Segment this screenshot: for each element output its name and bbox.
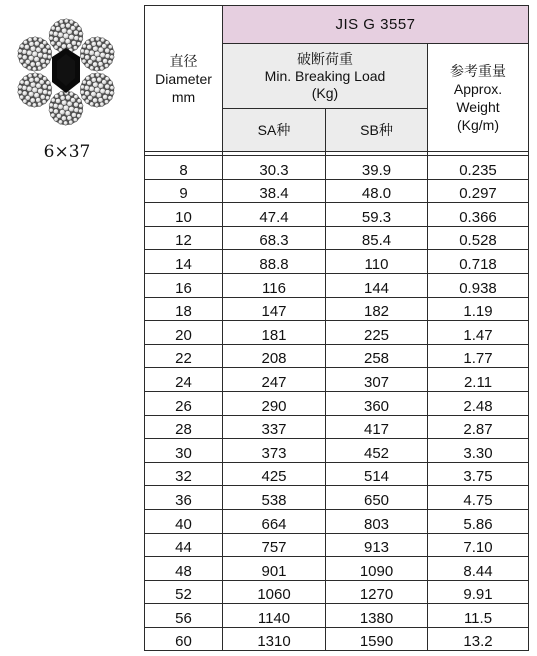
approx-weight-cell: 2.11 (428, 368, 529, 392)
approx-weight-cell: 3.75 (428, 462, 529, 486)
diameter-cell: 44 (145, 533, 223, 557)
diameter-cell: 32 (145, 462, 223, 486)
sb-breaking-load-cell: 39.9 (326, 156, 428, 180)
weight-header-en1: Approx. (453, 80, 503, 97)
rope-strand-icon (80, 37, 114, 71)
approx-weight-cell: 0.235 (428, 156, 529, 180)
table-row (145, 297, 529, 321)
diameter-cell: 48 (145, 557, 223, 581)
sb-breaking-load-cell: 258 (326, 344, 428, 368)
rope-construction-label: 6×37 (43, 142, 91, 162)
sb-breaking-load-cell: 452 (326, 439, 428, 463)
diameter-cell: 56 (145, 604, 223, 628)
sa-breaking-load-cell: 425 (223, 462, 326, 486)
table-row (145, 203, 529, 227)
diameter-cell: 10 (145, 203, 223, 227)
sa-breaking-load-cell: 1310 (223, 627, 326, 651)
table-row (145, 604, 529, 628)
sb-breaking-load-cell: 85.4 (326, 226, 428, 250)
rope-strand-icon (49, 91, 83, 125)
breaking-load-header (223, 44, 428, 109)
sb-breaking-load-cell: 417 (326, 415, 428, 439)
table-row (145, 557, 529, 581)
approx-weight-cell: 2.87 (428, 415, 529, 439)
weight-header-zh: 参考重量 (450, 62, 506, 79)
diameter-cell: 40 (145, 509, 223, 533)
approx-weight-cell: 1.47 (428, 321, 529, 345)
rope-strand-icon (18, 73, 52, 107)
sa-breaking-load-cell: 1140 (223, 604, 326, 628)
sa-breaking-load-cell: 538 (223, 486, 326, 510)
weight-header (428, 44, 529, 152)
table-row (145, 344, 529, 368)
approx-weight-cell: 13.2 (428, 627, 529, 651)
rope-strand-icon (80, 73, 114, 107)
diameter-cell: 16 (145, 273, 223, 297)
diameter-header-en: Diameter (155, 70, 212, 87)
sb-breaking-load-cell: 59.3 (326, 203, 428, 227)
sa-breaking-load-cell: 68.3 (223, 226, 326, 250)
sb-breaking-load-cell: 514 (326, 462, 428, 486)
diameter-cell: 22 (145, 344, 223, 368)
sb-breaking-load-cell: 110 (326, 250, 428, 274)
sa-breaking-load-cell: 337 (223, 415, 326, 439)
sa-breaking-load-cell: 38.4 (223, 179, 326, 203)
table-row (145, 439, 529, 463)
diameter-cell: 30 (145, 439, 223, 463)
breaking-load-header-zh: 破断荷重 (297, 50, 353, 67)
sb-breaking-load-cell: 225 (326, 321, 428, 345)
approx-weight-cell: 0.297 (428, 179, 529, 203)
sa-breaking-load-cell: 664 (223, 509, 326, 533)
diameter-cell: 26 (145, 391, 223, 415)
approx-weight-cell: 11.5 (428, 604, 529, 628)
approx-weight-cell: 5.86 (428, 509, 529, 533)
weight-header-en2: Weight (456, 98, 500, 115)
sa-breaking-load-cell: 47.4 (223, 203, 326, 227)
sb-breaking-load-cell: 1380 (326, 604, 428, 628)
table-row (145, 368, 529, 392)
sb-grade-header: SB种 (326, 109, 428, 152)
sb-breaking-load-cell: 1590 (326, 627, 428, 651)
diameter-cell: 12 (145, 226, 223, 250)
table-row (145, 226, 529, 250)
table-row (145, 533, 529, 557)
diameter-cell: 52 (145, 580, 223, 604)
sb-breaking-load-cell: 307 (326, 368, 428, 392)
sa-breaking-load-cell: 1060 (223, 580, 326, 604)
table-row (145, 580, 529, 604)
sa-breaking-load-cell: 247 (223, 368, 326, 392)
approx-weight-cell: 2.48 (428, 391, 529, 415)
sb-breaking-load-cell: 913 (326, 533, 428, 557)
table-row (145, 250, 529, 274)
sa-breaking-load-cell: 757 (223, 533, 326, 557)
diameter-cell: 28 (145, 415, 223, 439)
table-row (145, 415, 529, 439)
table-row (145, 462, 529, 486)
sa-breaking-load-cell: 30.3 (223, 156, 326, 180)
approx-weight-cell: 0.718 (428, 250, 529, 274)
approx-weight-cell: 4.75 (428, 486, 529, 510)
diameter-cell: 8 (145, 156, 223, 180)
diameter-header (145, 6, 223, 152)
table-row (145, 156, 529, 180)
approx-weight-cell: 0.938 (428, 273, 529, 297)
sa-breaking-load-cell: 373 (223, 439, 326, 463)
table-row (145, 391, 529, 415)
rope-strand-icon (18, 37, 52, 71)
approx-weight-cell: 1.77 (428, 344, 529, 368)
table-row (145, 486, 529, 510)
diameter-cell: 9 (145, 179, 223, 203)
sb-breaking-load-cell: 360 (326, 391, 428, 415)
sb-breaking-load-cell: 48.0 (326, 179, 428, 203)
sa-breaking-load-cell: 147 (223, 297, 326, 321)
sa-breaking-load-cell: 181 (223, 321, 326, 345)
sb-breaking-load-cell: 182 (326, 297, 428, 321)
sa-grade-header: SA种 (223, 109, 326, 152)
sb-breaking-load-cell: 650 (326, 486, 428, 510)
approx-weight-cell: 0.528 (428, 226, 529, 250)
approx-weight-cell: 1.19 (428, 297, 529, 321)
table-row (145, 627, 529, 651)
approx-weight-cell: 7.10 (428, 533, 529, 557)
table-row (145, 273, 529, 297)
approx-weight-cell: 0.366 (428, 203, 529, 227)
table-row (145, 509, 529, 533)
wire-rope-spec-table (144, 5, 529, 651)
diameter-cell: 14 (145, 250, 223, 274)
diameter-cell: 18 (145, 297, 223, 321)
breaking-load-header-unit: (Kg) (311, 84, 339, 101)
sb-breaking-load-cell: 1270 (326, 580, 428, 604)
weight-header-unit: (Kg/m) (457, 116, 499, 133)
diameter-header-zh: 直径 (169, 52, 198, 69)
diameter-cell: 36 (145, 486, 223, 510)
diameter-header-unit: mm (171, 88, 196, 105)
sb-breaking-load-cell: 803 (326, 509, 428, 533)
standard-header: JIS G 3557 (223, 6, 529, 44)
sb-breaking-load-cell: 1090 (326, 557, 428, 581)
approx-weight-cell: 8.44 (428, 557, 529, 581)
table-row (145, 179, 529, 203)
sb-breaking-load-cell: 144 (326, 273, 428, 297)
approx-weight-cell: 9.91 (428, 580, 529, 604)
diameter-cell: 60 (145, 627, 223, 651)
diameter-cell: 24 (145, 368, 223, 392)
wire-rope-cross-section-image (8, 10, 124, 135)
diameter-cell: 20 (145, 321, 223, 345)
sa-breaking-load-cell: 901 (223, 557, 326, 581)
sa-breaking-load-cell: 208 (223, 344, 326, 368)
table-row (145, 321, 529, 345)
sa-breaking-load-cell: 290 (223, 391, 326, 415)
approx-weight-cell: 3.30 (428, 439, 529, 463)
sa-breaking-load-cell: 116 (223, 273, 326, 297)
sa-breaking-load-cell: 88.8 (223, 250, 326, 274)
breaking-load-header-en: Min. Breaking Load (264, 67, 386, 84)
